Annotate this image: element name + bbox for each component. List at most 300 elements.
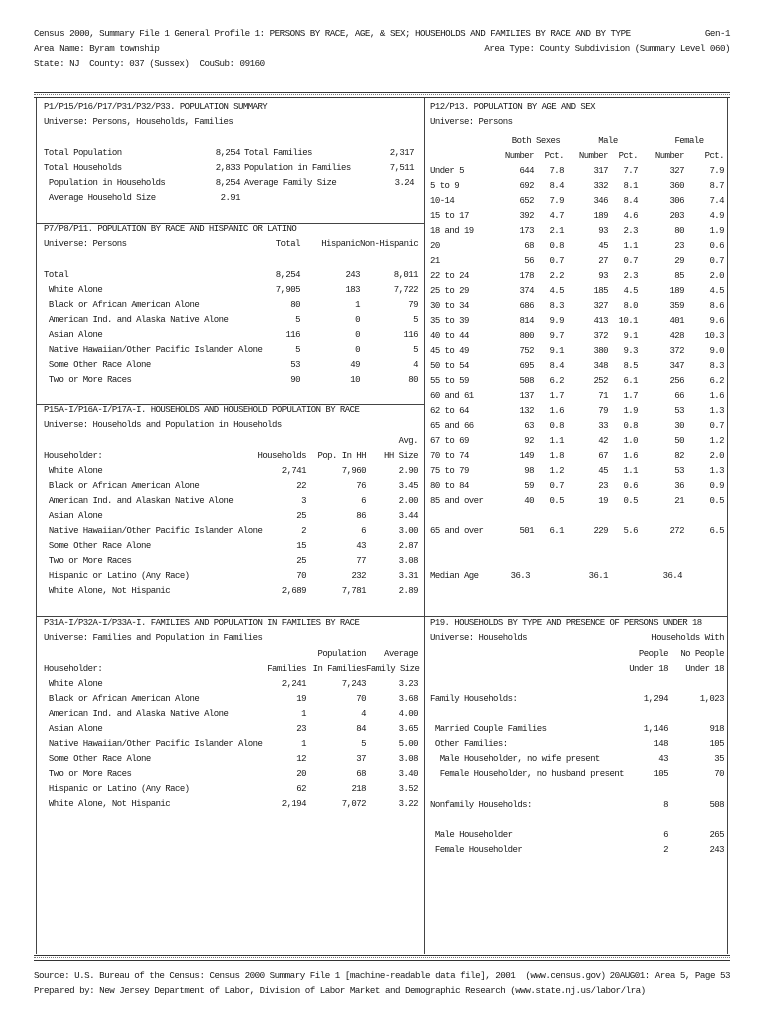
hh-pop: 7,960 bbox=[341, 466, 366, 476]
area-name: Area Name: Byram township bbox=[34, 43, 160, 54]
race-hispanic: 0 bbox=[355, 345, 360, 355]
age-65-over-value: 272 bbox=[669, 526, 684, 536]
race-hispanic: 1 bbox=[355, 300, 360, 310]
col-households: Households bbox=[257, 451, 306, 461]
race-total: 116 bbox=[285, 330, 300, 340]
families-by-race-section bbox=[44, 618, 418, 828]
age-value: 98 bbox=[524, 466, 534, 476]
age-group-label: 15 to 17 bbox=[430, 211, 469, 221]
age-value: 508 bbox=[519, 376, 534, 386]
age-group-label: 67 to 69 bbox=[430, 436, 469, 446]
age-group-label: 21 bbox=[430, 256, 440, 266]
summary-value: 7,511 bbox=[389, 163, 414, 173]
age-group-label: 75 to 79 bbox=[430, 466, 469, 476]
age-value: 23 bbox=[674, 241, 684, 251]
fam-race-label: Black or African American Alone bbox=[44, 694, 200, 704]
age-value: 0.7 bbox=[549, 256, 564, 266]
age-value: 137 bbox=[519, 391, 534, 401]
age-value: 7.8 bbox=[549, 166, 564, 176]
age-value: 0.7 bbox=[709, 421, 724, 431]
age-value: 9.0 bbox=[709, 346, 724, 356]
race-label: Black or African American Alone bbox=[44, 300, 200, 310]
age-value: 50 bbox=[674, 436, 684, 446]
age-group-label: 62 to 64 bbox=[430, 406, 469, 416]
left-frame bbox=[36, 98, 37, 954]
age-group-label: 80 to 84 bbox=[430, 481, 469, 491]
hh-race-label: Two or More Races bbox=[44, 556, 132, 566]
median-age-label: Median Age bbox=[430, 571, 479, 581]
col-population: Population bbox=[317, 649, 366, 659]
fam-size: 3.65 bbox=[398, 724, 418, 734]
fam-race-label: Hispanic or Latino (Any Race) bbox=[44, 784, 190, 794]
divider bbox=[424, 616, 727, 617]
summary-label: Population in Households bbox=[44, 178, 166, 188]
fam-families: 20 bbox=[296, 769, 306, 779]
age-65-over-value: 6.5 bbox=[709, 526, 724, 536]
age-value: 29 bbox=[674, 256, 684, 266]
age-value: 372 bbox=[669, 346, 684, 356]
fam-size: 4.00 bbox=[398, 709, 418, 719]
age-65-over-value: 5.6 bbox=[623, 526, 638, 536]
col-hispanic: Hispanic bbox=[321, 239, 360, 249]
fam-race-label: Two or More Races bbox=[44, 769, 132, 779]
age-value: 6.2 bbox=[709, 376, 724, 386]
fam-race-label: White Alone bbox=[44, 679, 103, 689]
race-total: 8,254 bbox=[275, 270, 300, 280]
fam-pop: 84 bbox=[356, 724, 366, 734]
col-households-with: Households With bbox=[651, 633, 724, 643]
hh-race-label: White Alone, Not Hispanic bbox=[44, 586, 171, 596]
age-value: 0.5 bbox=[623, 496, 638, 506]
age-value: 45 bbox=[598, 466, 608, 476]
age-value: 652 bbox=[519, 196, 534, 206]
age-group-label: 70 to 74 bbox=[430, 451, 469, 461]
age-value: 21 bbox=[674, 496, 684, 506]
household-type-section bbox=[430, 618, 724, 948]
age-value: 332 bbox=[593, 181, 608, 191]
age-value: 132 bbox=[519, 406, 534, 416]
section-title: P1/P15/P16/P17/P31/P32/P33. POPULATION SUMMARY bbox=[44, 102, 268, 112]
age-value: 1.1 bbox=[549, 436, 564, 446]
age-value: 0.7 bbox=[623, 256, 638, 266]
age-group-label: 60 and 61 bbox=[430, 391, 474, 401]
fam-families: 19 bbox=[296, 694, 306, 704]
age-value: 4.7 bbox=[549, 211, 564, 221]
section-universe: Universe: Households bbox=[430, 633, 528, 643]
race-label: Some Other Race Alone bbox=[44, 360, 151, 370]
age-value: 0.8 bbox=[623, 421, 638, 431]
race-total: 53 bbox=[290, 360, 300, 370]
fam-families: 2,241 bbox=[281, 679, 306, 689]
age-value: 347 bbox=[669, 361, 684, 371]
age-value: 23 bbox=[598, 481, 608, 491]
age-value: 9.9 bbox=[549, 316, 564, 326]
age-value: 1.7 bbox=[623, 391, 638, 401]
age-group-label: 45 to 49 bbox=[430, 346, 469, 356]
age-value: 0.6 bbox=[623, 481, 638, 491]
age-value: 203 bbox=[669, 211, 684, 221]
age-group-label: 22 to 24 bbox=[430, 271, 469, 281]
col-families: Families bbox=[267, 664, 306, 674]
age-value: 189 bbox=[669, 286, 684, 296]
hh-type-with-children: 1,294 bbox=[643, 694, 668, 704]
age-subcol-header: Pct. bbox=[618, 151, 638, 161]
age-value: 9.3 bbox=[623, 346, 638, 356]
right-frame bbox=[727, 98, 728, 954]
state-county-line: State: NJ County: 037 (Sussex) CouSub: 09160 bbox=[34, 58, 265, 69]
race-section bbox=[44, 224, 418, 404]
race-hispanic: 0 bbox=[355, 330, 360, 340]
age-value: 36 bbox=[674, 481, 684, 491]
hh-race-label: Asian Alone bbox=[44, 511, 103, 521]
hh-type-label: Other Families: bbox=[430, 739, 508, 749]
race-non-hispanic: 4 bbox=[413, 360, 418, 370]
age-value: 8.3 bbox=[709, 361, 724, 371]
age-value: 4.9 bbox=[709, 211, 724, 221]
age-value: 8.7 bbox=[709, 181, 724, 191]
hh-pop: 6 bbox=[361, 526, 366, 536]
age-value: 4.6 bbox=[623, 211, 638, 221]
age-subcol-header: Pct. bbox=[704, 151, 724, 161]
hh-race-label: Some Other Race Alone bbox=[44, 541, 151, 551]
age-value: 7.4 bbox=[709, 196, 724, 206]
race-hispanic: 0 bbox=[355, 315, 360, 325]
age-value: 67 bbox=[598, 451, 608, 461]
age-value: 372 bbox=[593, 331, 608, 341]
page-info: 20AUG01: Area 5, Page 53 bbox=[609, 970, 730, 981]
age-value: 0.7 bbox=[709, 256, 724, 266]
age-value: 0.6 bbox=[709, 241, 724, 251]
age-group-label: 55 to 59 bbox=[430, 376, 469, 386]
fam-size: 3.22 bbox=[398, 799, 418, 809]
hh-type-no-children: 35 bbox=[714, 754, 724, 764]
age-value: 63 bbox=[524, 421, 534, 431]
age-value: 692 bbox=[519, 181, 534, 191]
age-value: 1.2 bbox=[549, 466, 564, 476]
age-value: 1.6 bbox=[709, 391, 724, 401]
age-value: 752 bbox=[519, 346, 534, 356]
hh-type-no-children: 70 bbox=[714, 769, 724, 779]
median-age-male: 36.1 bbox=[588, 571, 608, 581]
age-group-label: 35 to 39 bbox=[430, 316, 469, 326]
age-value: 1.9 bbox=[709, 226, 724, 236]
source-note: Source: U.S. Bureau of the Census: Census 2000 Summary File 1 [machine-readable data file], 2001 (www.census.gov) bbox=[34, 970, 606, 981]
top-border bbox=[34, 92, 730, 98]
age-value: 7.9 bbox=[709, 166, 724, 176]
fam-families: 23 bbox=[296, 724, 306, 734]
fam-size: 3.52 bbox=[398, 784, 418, 794]
fam-race-label: Native Hawaiian/Other Pacific Islander Alone bbox=[44, 739, 263, 749]
age-value: 1.3 bbox=[709, 466, 724, 476]
age-value: 42 bbox=[598, 436, 608, 446]
age-value: 0.9 bbox=[709, 481, 724, 491]
col-non-hispanic: Non-Hispanic bbox=[360, 239, 419, 249]
age-value: 413 bbox=[593, 316, 608, 326]
hh-size: 3.44 bbox=[398, 511, 418, 521]
age-value: 92 bbox=[524, 436, 534, 446]
race-total: 80 bbox=[290, 300, 300, 310]
age-group-label: 40 to 44 bbox=[430, 331, 469, 341]
section-universe: Universe: Households and Population in Households bbox=[44, 420, 282, 430]
summary-value: 2.91 bbox=[220, 193, 240, 203]
age-value: 173 bbox=[519, 226, 534, 236]
age-value: 2.3 bbox=[623, 226, 638, 236]
fam-pop: 7,072 bbox=[341, 799, 366, 809]
hh-type-label: Nonfamily Households: bbox=[430, 800, 532, 810]
race-label: White Alone bbox=[44, 285, 103, 295]
age-value: 8.1 bbox=[623, 181, 638, 191]
age-value: 1.7 bbox=[549, 391, 564, 401]
age-value: 66 bbox=[674, 391, 684, 401]
race-label: American Ind. and Alaska Native Alone bbox=[44, 315, 229, 325]
age-value: 0.8 bbox=[549, 241, 564, 251]
age-value: 392 bbox=[519, 211, 534, 221]
race-hispanic: 10 bbox=[350, 375, 360, 385]
age-value: 4.5 bbox=[549, 286, 564, 296]
age-group-label: 10-14 bbox=[430, 196, 455, 206]
age-65-over-value: 229 bbox=[593, 526, 608, 536]
summary-label: Average Family Size bbox=[244, 178, 337, 188]
age-65-over-value: 501 bbox=[519, 526, 534, 536]
age-group-label: 20 bbox=[430, 241, 440, 251]
age-value: 45 bbox=[598, 241, 608, 251]
col-family-size: Family Size bbox=[366, 664, 420, 674]
age-value: 93 bbox=[598, 226, 608, 236]
race-non-hispanic: 5 bbox=[413, 345, 418, 355]
race-hispanic: 49 bbox=[350, 360, 360, 370]
hh-type-no-children: 508 bbox=[709, 800, 724, 810]
summary-value: 3.24 bbox=[394, 178, 414, 188]
section-universe: Universe: Families and Population in Families bbox=[44, 633, 263, 643]
age-value: 8.3 bbox=[549, 301, 564, 311]
median-age-female: 36.4 bbox=[662, 571, 682, 581]
age-value: 359 bbox=[669, 301, 684, 311]
fam-families: 62 bbox=[296, 784, 306, 794]
race-non-hispanic: 8,011 bbox=[393, 270, 418, 280]
race-non-hispanic: 5 bbox=[413, 315, 418, 325]
fam-race-label: Asian Alone bbox=[44, 724, 103, 734]
age-subcol-header: Number bbox=[654, 151, 684, 161]
hh-type-with-children: 6 bbox=[663, 830, 668, 840]
age-value: 7.7 bbox=[623, 166, 638, 176]
report-code: Gen-1 bbox=[704, 28, 730, 39]
fam-pop: 70 bbox=[356, 694, 366, 704]
fam-race-label: White Alone, Not Hispanic bbox=[44, 799, 171, 809]
age-group-label: 65 and 66 bbox=[430, 421, 474, 431]
hh-type-with-children: 2 bbox=[663, 845, 668, 855]
hh-households: 25 bbox=[296, 556, 306, 566]
hh-households: 22 bbox=[296, 481, 306, 491]
section-title: P31A-I/P32A-I/P33A-I. FAMILIES AND POPULATION IN FAMILIES BY RACE bbox=[44, 618, 360, 628]
race-label: Two or More Races bbox=[44, 375, 132, 385]
hh-households: 3 bbox=[301, 496, 306, 506]
age-value: 178 bbox=[519, 271, 534, 281]
hh-type-with-children: 105 bbox=[653, 769, 668, 779]
col-under18-a: Under 18 bbox=[629, 664, 668, 674]
hh-race-label: White Alone bbox=[44, 466, 103, 476]
age-value: 374 bbox=[519, 286, 534, 296]
col-female: Female bbox=[674, 136, 704, 146]
age-value: 0.5 bbox=[549, 496, 564, 506]
age-value: 30 bbox=[674, 421, 684, 431]
age-value: 1.1 bbox=[623, 466, 638, 476]
age-value: 53 bbox=[674, 466, 684, 476]
fam-pop: 4 bbox=[361, 709, 366, 719]
hh-pop: 76 bbox=[356, 481, 366, 491]
age-value: 1.6 bbox=[623, 451, 638, 461]
race-total: 7,905 bbox=[275, 285, 300, 295]
section-title: P7/P8/P11. POPULATION BY RACE AND HISPANIC OR LATINO bbox=[44, 224, 297, 234]
area-type: Area Type: County Subdivision (Summary Level 060) bbox=[484, 43, 730, 54]
hh-pop: 77 bbox=[356, 556, 366, 566]
hh-size: 2.00 bbox=[398, 496, 418, 506]
hh-households: 15 bbox=[296, 541, 306, 551]
hh-type-label: Male Householder bbox=[430, 830, 513, 840]
col-householder: Householder: bbox=[44, 664, 103, 674]
fam-pop: 37 bbox=[356, 754, 366, 764]
age-value: 27 bbox=[598, 256, 608, 266]
hh-households: 2,689 bbox=[281, 586, 306, 596]
col-total: Total bbox=[275, 239, 300, 249]
divider bbox=[36, 616, 424, 617]
hh-type-with-children: 1,146 bbox=[643, 724, 668, 734]
hh-households: 25 bbox=[296, 511, 306, 521]
race-label: Total bbox=[44, 270, 69, 280]
age-value: 800 bbox=[519, 331, 534, 341]
col-average: Average bbox=[384, 649, 418, 659]
age-value: 317 bbox=[593, 166, 608, 176]
fam-race-label: American Ind. and Alaska Native Alone bbox=[44, 709, 229, 719]
fam-families: 12 bbox=[296, 754, 306, 764]
summary-label: Total Population bbox=[44, 148, 122, 158]
age-value: 59 bbox=[524, 481, 534, 491]
col-both-sexes: Both Sexes bbox=[511, 136, 561, 146]
age-value: 9.1 bbox=[549, 346, 564, 356]
hh-type-no-children: 243 bbox=[709, 845, 724, 855]
section-title: P19. HOUSEHOLDS BY TYPE AND PRESENCE OF PERSONS UNDER 18 bbox=[430, 618, 702, 628]
age-value: 10.3 bbox=[704, 331, 724, 341]
fam-pop: 68 bbox=[356, 769, 366, 779]
race-total: 5 bbox=[295, 315, 300, 325]
age-value: 1.0 bbox=[623, 436, 638, 446]
fam-race-label: Some Other Race Alone bbox=[44, 754, 151, 764]
age-value: 56 bbox=[524, 256, 534, 266]
households-by-race-section bbox=[44, 405, 418, 615]
race-non-hispanic: 79 bbox=[408, 300, 418, 310]
col-householder: Householder: bbox=[44, 451, 103, 461]
age-value: 2.2 bbox=[549, 271, 564, 281]
hh-type-label: Female Householder, no husband present bbox=[430, 769, 625, 779]
age-value: 2.3 bbox=[623, 271, 638, 281]
race-non-hispanic: 7,722 bbox=[393, 285, 418, 295]
age-value: 9.6 bbox=[709, 316, 724, 326]
age-value: 0.5 bbox=[709, 496, 724, 506]
age-value: 1.6 bbox=[549, 406, 564, 416]
hh-size: 2.89 bbox=[398, 586, 418, 596]
race-total: 5 bbox=[295, 345, 300, 355]
fam-size: 3.68 bbox=[398, 694, 418, 704]
age-value: 9.1 bbox=[623, 331, 638, 341]
age-value: 7.9 bbox=[549, 196, 564, 206]
age-subcol-header: Number bbox=[578, 151, 608, 161]
age-value: 346 bbox=[593, 196, 608, 206]
hh-race-label: Hispanic or Latino (Any Race) bbox=[44, 571, 190, 581]
hh-pop: 86 bbox=[356, 511, 366, 521]
hh-size: 3.45 bbox=[398, 481, 418, 491]
hh-type-label: Female Householder bbox=[430, 845, 523, 855]
summary-value: 8,254 bbox=[215, 148, 240, 158]
hh-size: 3.08 bbox=[398, 556, 418, 566]
hh-race-label: American Ind. and Alaskan Native Alone bbox=[44, 496, 234, 506]
bottom-border bbox=[34, 955, 730, 961]
summary-label: Total Households bbox=[44, 163, 122, 173]
section-title: P15A-I/P16A-I/P17A-I. HOUSEHOLDS AND HOUSEHOLD POPULATION BY RACE bbox=[44, 405, 360, 415]
hh-households: 2 bbox=[301, 526, 306, 536]
age-group-label: 25 to 29 bbox=[430, 286, 469, 296]
age-value: 189 bbox=[593, 211, 608, 221]
age-value: 82 bbox=[674, 451, 684, 461]
age-value: 8.4 bbox=[549, 181, 564, 191]
fam-families: 2,194 bbox=[281, 799, 306, 809]
age-subcol-header: Pct. bbox=[544, 151, 564, 161]
race-non-hispanic: 80 bbox=[408, 375, 418, 385]
age-value: 0.7 bbox=[549, 481, 564, 491]
hh-pop: 232 bbox=[351, 571, 366, 581]
age-value: 71 bbox=[598, 391, 608, 401]
age-value: 8.5 bbox=[623, 361, 638, 371]
fam-pop: 5 bbox=[361, 739, 366, 749]
age-value: 93 bbox=[598, 271, 608, 281]
hh-race-label: Black or African American Alone bbox=[44, 481, 200, 491]
race-total: 90 bbox=[290, 375, 300, 385]
hh-type-no-children: 918 bbox=[709, 724, 724, 734]
age-value: 327 bbox=[593, 301, 608, 311]
hh-type-no-children: 105 bbox=[709, 739, 724, 749]
section-universe: Universe: Persons bbox=[430, 117, 513, 127]
age-value: 1.3 bbox=[709, 406, 724, 416]
age-value: 8.4 bbox=[623, 196, 638, 206]
race-label: Asian Alone bbox=[44, 330, 103, 340]
col-avg: Avg. bbox=[398, 436, 418, 446]
race-label: Native Hawaiian/Other Pacific Islander Alone bbox=[44, 345, 263, 355]
fam-families: 1 bbox=[301, 709, 306, 719]
population-summary-section bbox=[44, 102, 418, 222]
median-age-both: 36.3 bbox=[510, 571, 530, 581]
fam-pop: 218 bbox=[351, 784, 366, 794]
summary-label: Total Families bbox=[244, 148, 312, 158]
fam-size: 3.23 bbox=[398, 679, 418, 689]
age-value: 686 bbox=[519, 301, 534, 311]
age-value: 1.8 bbox=[549, 451, 564, 461]
section-universe: Universe: Persons bbox=[44, 239, 127, 249]
age-value: 8.4 bbox=[549, 361, 564, 371]
age-value: 0.8 bbox=[549, 421, 564, 431]
age-value: 85 bbox=[674, 271, 684, 281]
hh-type-no-children: 265 bbox=[709, 830, 724, 840]
age-value: 6.2 bbox=[549, 376, 564, 386]
age-value: 80 bbox=[674, 226, 684, 236]
hh-size: 2.87 bbox=[398, 541, 418, 551]
col-people: People bbox=[638, 649, 668, 659]
age-value: 4.5 bbox=[623, 286, 638, 296]
race-non-hispanic: 116 bbox=[403, 330, 418, 340]
age-sex-section bbox=[430, 102, 724, 614]
col-hh-size: HH Size bbox=[384, 451, 418, 461]
race-hispanic: 183 bbox=[345, 285, 360, 295]
age-value: 9.7 bbox=[549, 331, 564, 341]
section-title: P12/P13. POPULATION BY AGE AND SEX bbox=[430, 102, 595, 112]
hh-pop: 43 bbox=[356, 541, 366, 551]
